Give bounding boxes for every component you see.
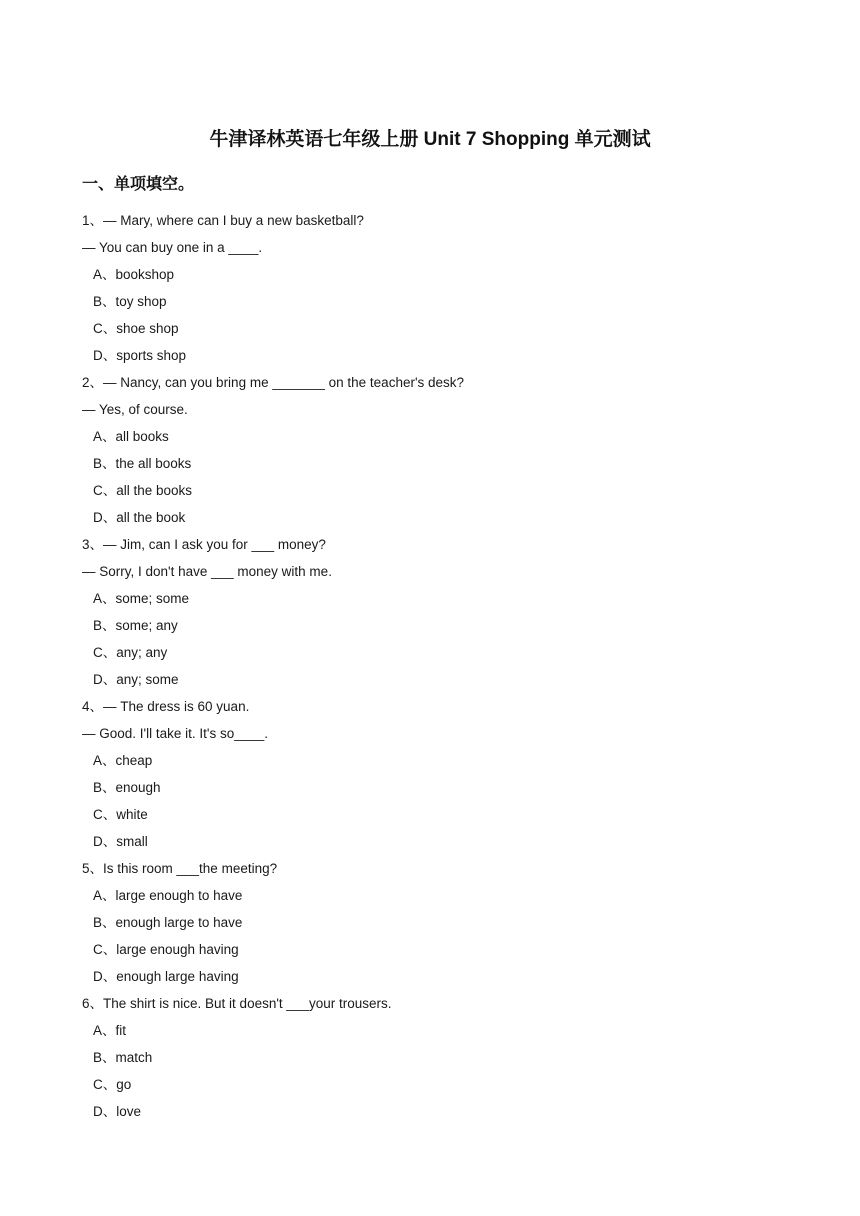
question-5-option-b: B、enough large to have	[93, 915, 243, 930]
question-3-option-c: C、any; any	[93, 645, 168, 660]
question-5-option-c: C、large enough having	[93, 942, 239, 957]
question-1-line-2: — You can buy one in a ____.	[82, 240, 263, 255]
question-2-line-1: 2、— Nancy, can you bring me _______ on the teacher's desk?	[82, 375, 465, 390]
question-5-option-d: D、enough large having	[93, 969, 239, 984]
question-4-option-a: A、cheap	[93, 753, 153, 768]
question-2-line-2: — Yes, of course.	[82, 402, 188, 417]
question-3-option-d: D、any; some	[93, 672, 179, 687]
question-6-line-1: 6、The shirt is nice. But it doesn't ___your trousers.	[82, 996, 392, 1011]
question-6-option-d: D、love	[93, 1104, 142, 1119]
question-4-option-c: C、white	[93, 807, 148, 822]
section-heading: 一、单项填空。	[82, 176, 195, 193]
question-2-option-c: C、all the books	[93, 483, 193, 498]
question-5-option-a: A、large enough to have	[93, 888, 243, 903]
document-title: 牛津译林英语七年级上册 Unit 7 Shopping 单元测试	[209, 129, 651, 150]
question-4-option-b: B、enough	[93, 780, 161, 795]
question-2-option-d: D、all the book	[93, 510, 186, 525]
question-1-line-1: 1、— Mary, where can I buy a new basketball?	[82, 213, 364, 228]
question-1-option-a: A、bookshop	[93, 267, 175, 282]
question-4-line-1: 4、— The dress is 60 yuan.	[82, 699, 250, 714]
question-6-option-a: A、fit	[93, 1023, 127, 1038]
question-3-line-2: — Sorry, I don't have ___ money with me.	[82, 564, 332, 579]
question-5-line-1: 5、Is this room ___the meeting?	[82, 861, 278, 876]
question-3-option-b: B、some; any	[93, 618, 178, 633]
question-1-option-c: C、shoe shop	[93, 321, 179, 336]
question-3-option-a: A、some; some	[93, 591, 190, 606]
question-1-option-d: D、sports shop	[93, 348, 187, 363]
question-1-option-b: B、toy shop	[93, 294, 167, 309]
question-4-line-2: — Good. I'll take it. It's so____.	[82, 726, 268, 741]
question-6-option-b: B、match	[93, 1050, 153, 1065]
question-2-option-b: B、the all books	[93, 456, 192, 471]
question-6-option-c: C、go	[93, 1077, 132, 1092]
question-4-option-d: D、small	[93, 834, 148, 849]
question-2-option-a: A、all books	[93, 429, 169, 444]
question-3-line-1: 3、— Jim, can I ask you for ___ money?	[82, 537, 326, 552]
